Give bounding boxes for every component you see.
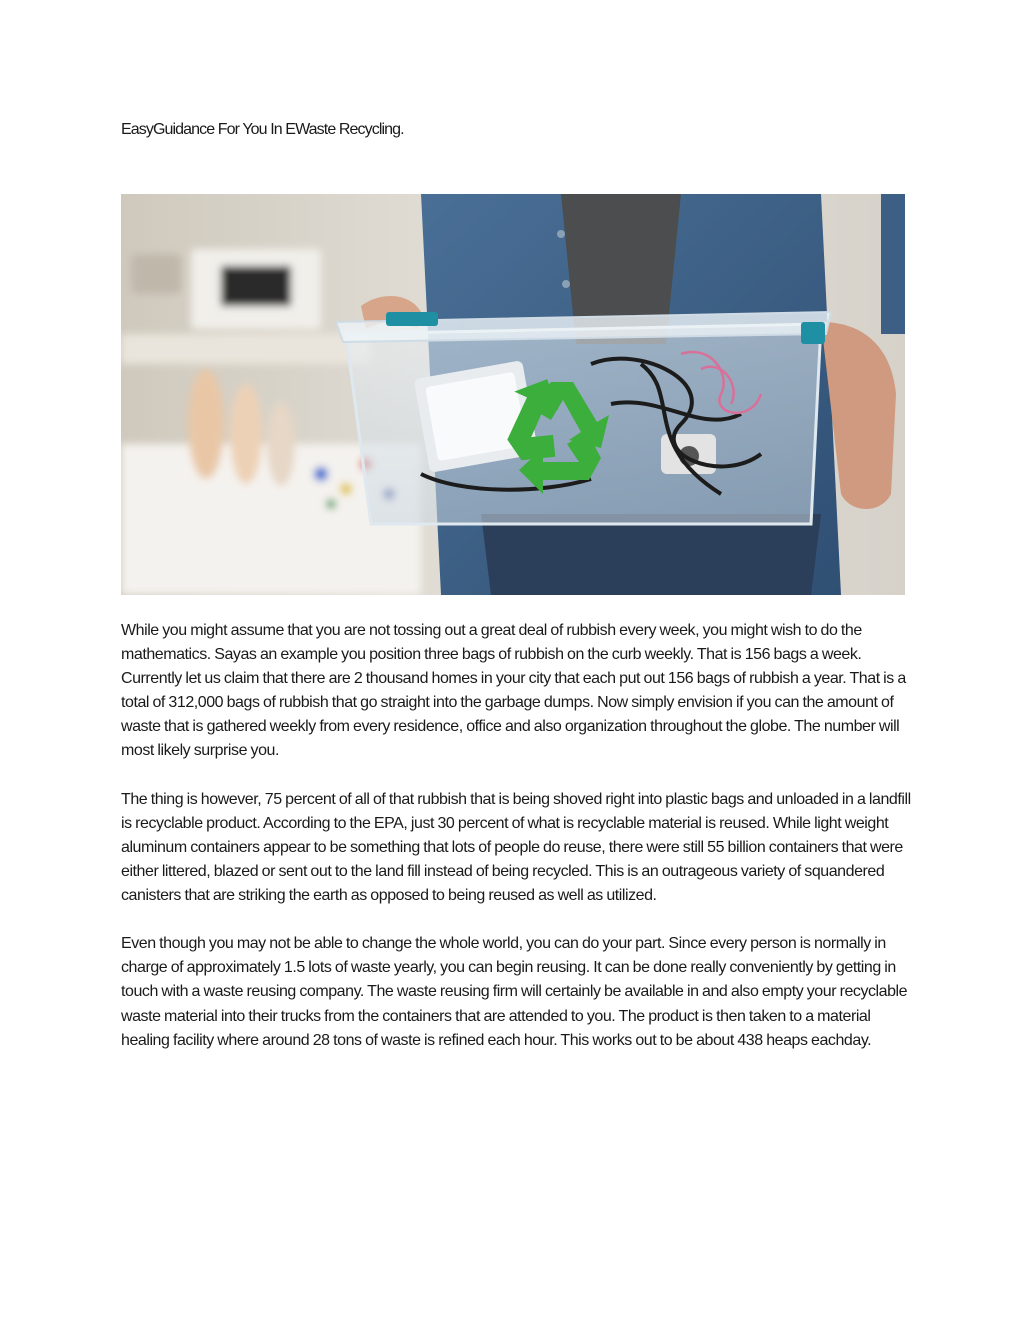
- paragraph: The thing is however, 75 percent of all of that rubbish that is being shoved right into plastic bags and unloaded in a landfill is recyclable product. According to the EPA, just 30 percent of what is recyclable material is reused. While light weight aluminum containers appear to be something that lots of people do reuse, there were still 55 billion containers that were either littered, blazed or sent out to the land fill instead of being recycled. This is an outrageous variety of squandered canisters that are striking the earth as opposed to being reused as well as utilized.: [121, 790, 911, 905]
- paragraph: Even though you may not be able to change the whole world, you can do your part. Since every person is normally in charge of approximately 1.5 lots of waste yearly, you can begin reusing. It can be done really conveniently by getting in touch with a waste reusing company. The waste reusing firm will certainly be available in and also empty your recyclable waste material into their trucks from the containers that are attended to you. The product is then taken to a material healing facility where around 28 tons of waste is refined each hour. This works out to be about 438 heaps eachday.: [121, 935, 908, 1049]
- article-body: [121, 619, 911, 1077]
- ewaste-box-photo: [121, 194, 905, 595]
- page-title: EasyGuidance For You In EWaste Recycling.: [121, 121, 404, 138]
- paragraph: While you might assume that you are not tossing out a great deal of rubbish every week, you might wish to do the mathematics. Sayas an example you position three bags of rubbish on the curb weekly. That is 156 bags a week. Currently let us claim that there are 2 thousand homes in your city that each put out 156 bags of rubbish a year. That is a total of 312,000 bags of rubbish that go straight into the garbage dumps. Now simply envision if you can the amount of waste that is gathered weekly from every residence, office and also organization throughout the globe. The number will most likely surprise you.: [121, 622, 906, 760]
